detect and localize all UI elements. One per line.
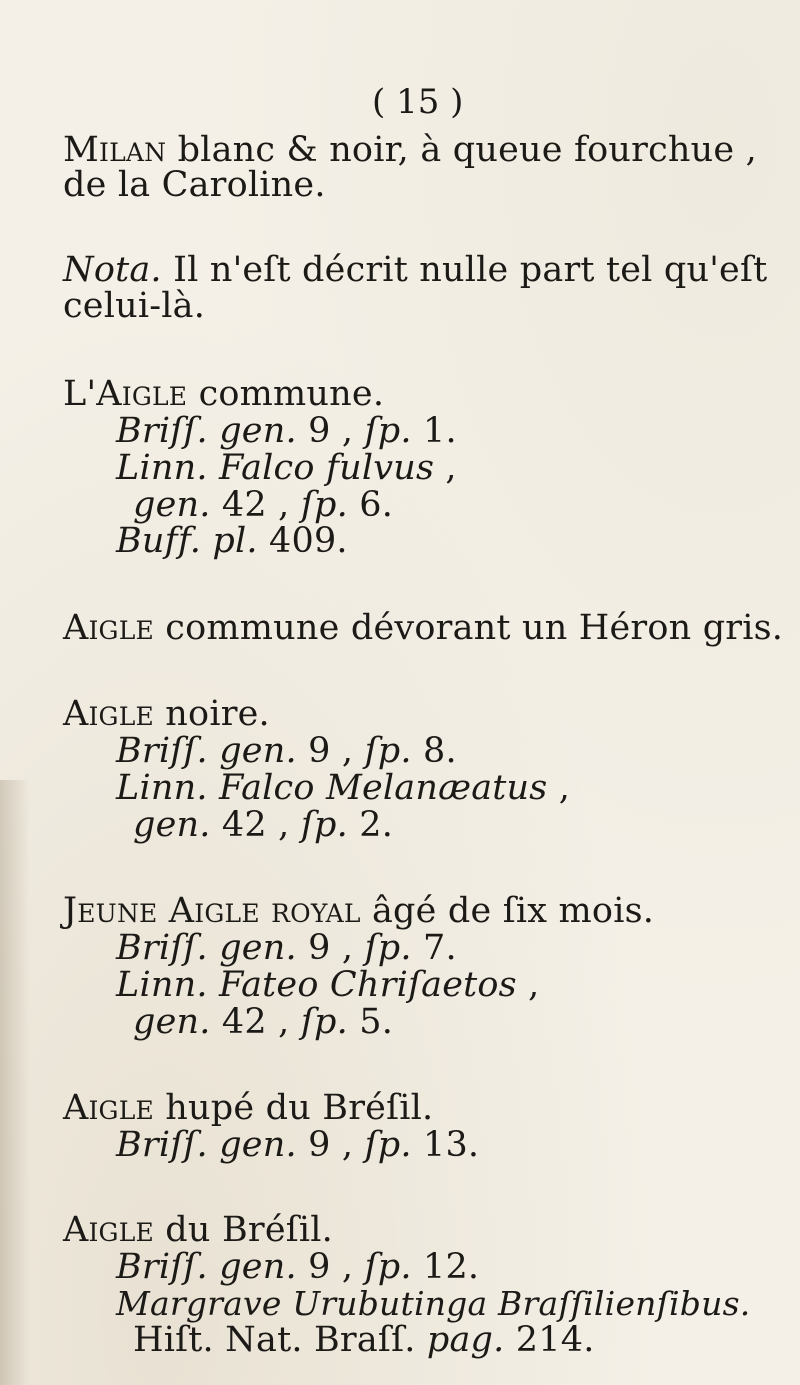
entry-heading: L'Aigle xyxy=(63,374,188,414)
entry-jeune-aigle-line-2: Briſſ. gen. 9 , ſp. 7. xyxy=(116,928,457,968)
page-number: ( 15 ) xyxy=(372,82,464,122)
entry-aigle-noire-line-4: gen. 42 , ſp. 2. xyxy=(133,805,394,845)
entry-heading: Aigle xyxy=(63,1088,154,1128)
entry-aigle-noire-line-3: Linn. Falco Melanæatus , xyxy=(116,768,571,808)
entry-aigle-heron-line-1: Aigle commune dévorant un Héron gris. xyxy=(63,608,784,648)
entry-milan-line-2: de la Caroline. xyxy=(63,165,326,205)
entry-heading: Aigle xyxy=(63,1210,154,1250)
entry-aigle-bresil-line-2: Briſſ. gen. 9 , ſp. 12. xyxy=(116,1247,480,1287)
entry-aigle-bresil-line-4: Hiſt. Nat. Braſſ. pag. 214. xyxy=(133,1320,595,1360)
entry-jeune-aigle-line-3: Linn. Fateo Chriſaetos , xyxy=(116,965,540,1005)
entry-aigle-commune-line-1: L'Aigle commune. xyxy=(63,374,385,414)
entry-aigle-noire-line-2: Briſſ. gen. 9 , ſp. 8. xyxy=(116,731,457,771)
entry-heading: Jeune Aigle royal xyxy=(63,891,361,931)
page-edge-shadow xyxy=(0,780,30,1385)
entry-aigle-bresil-line-1: Aigle du Bréſil. xyxy=(63,1210,334,1250)
entry-aigle-hupe-line-1: Aigle hupé du Bréſil. xyxy=(63,1088,434,1128)
entry-aigle-commune-line-3: Linn. Falco fulvus , xyxy=(116,448,457,488)
entry-milan-line-1: Milan blanc & noir, à queue fourchue , xyxy=(63,130,757,170)
entry-aigle-noire-line-1: Aigle noire. xyxy=(63,694,270,734)
entry-jeune-aigle-line-4: gen. 42 , ſp. 5. xyxy=(133,1002,394,1042)
entry-heading: Aigle xyxy=(63,694,154,734)
entry-aigle-hupe-line-2: Briſſ. gen. 9 , ſp. 13. xyxy=(116,1125,480,1165)
nota-line-2: celui-là. xyxy=(63,286,206,326)
nota-line-1: Nota. Il n'eſt décrit nulle part tel qu'eſt xyxy=(63,250,768,290)
entry-heading: Milan xyxy=(63,130,167,170)
entry-heading: Aigle xyxy=(63,608,154,648)
entry-aigle-commune-line-5: Buff. pl. 409. xyxy=(116,521,348,561)
entry-aigle-bresil-line-3: Margrave Urubutinga Braſſilienſibus. xyxy=(116,1284,751,1323)
nota-label: Nota. xyxy=(63,250,162,290)
entry-aigle-commune-line-2: Briſſ. gen. 9 , ſp. 1. xyxy=(116,411,457,451)
entry-aigle-commune-line-4: gen. 42 , ſp. 6. xyxy=(133,485,394,525)
entry-jeune-aigle-line-1: Jeune Aigle royal âgé de ſix mois. xyxy=(63,891,655,931)
